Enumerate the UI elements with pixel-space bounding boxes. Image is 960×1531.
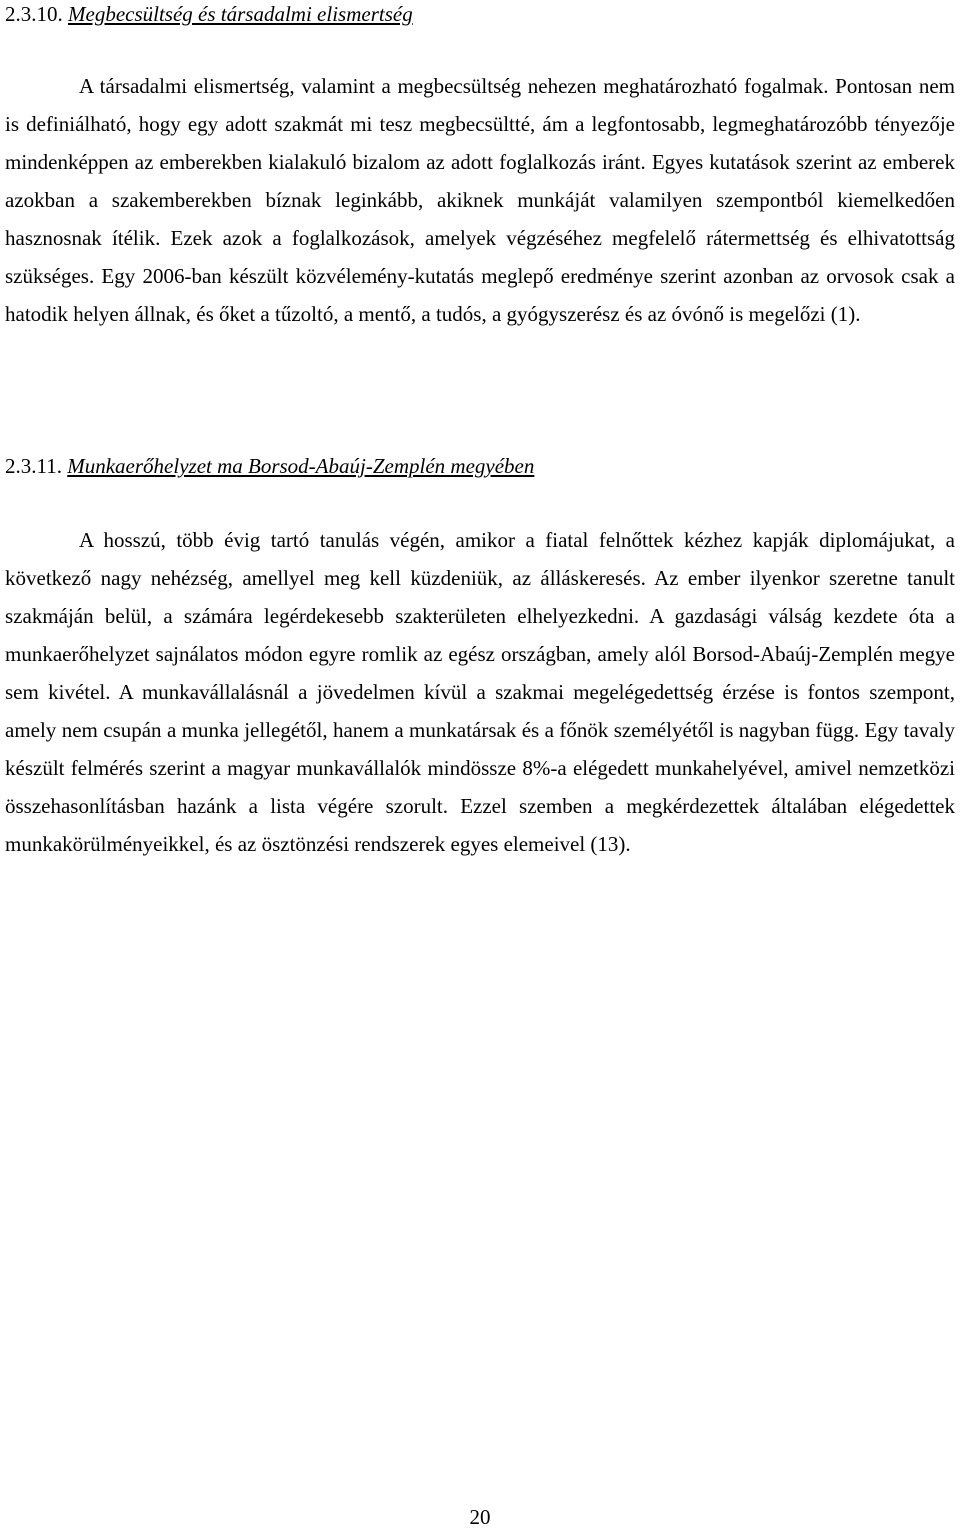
section-title: Munkaerőhelyzet ma Borsod-Abaúj-Zemplén megyében: [67, 454, 535, 478]
section-title: Megbecsültség és társadalmi elismertség: [68, 2, 413, 26]
section-paragraph: A társadalmi elismertség, valamint a megbecsültség nehezen meghatározható fogalmak. Pontosan nem is definiálható, hogy egy adott szakmát mi tesz megbecsültté, ám a legfontosabb, legmeghatározóbb tényezője mindenképpen az emberekben kialakuló bizalom az adott foglalkozás iránt. Egyes kutatások szerint az emberek azokban a szakemberekben bíznak leginkább, akiknek munkáját valamilyen szempontból kiemelkedően hasznosnak ítélik. Ezek azok a foglalkozások, amelyek végzéséhez megfelelő rátermettség és elhivatottság szükséges. Egy 2006-ban készült közvélemény-kutatás meglepő eredménye szerint azonban az orvosok csak a hatodik helyen állnak, és őket a tűzoltó, a mentő, a tudós, a gyógyszerész és az óvónő is megelőzi (1).: [5, 74, 955, 326]
page-number: 20: [469, 1505, 491, 1529]
section-number: 2.3.10.: [5, 2, 63, 26]
section-paragraph: A hosszú, több évig tartó tanulás végén, amikor a fiatal felnőttek kézhez kapják diplomájukat, a következő nagy nehézség, amellyel meg kell küzdeniük, az álláskeresés. Az ember ilyenkor szeretne tanult szakmáján belül, a számára legérdekesebb szakterületen elhelyezkedni. A gazdasági válság kezdete óta a munkaerőhelyzet sajnálatos módon egyre romlik az egész országban, amely alól Borsod-Abaúj-Zemplén megye sem kivétel. A munkavállalásnál a jövedelmen kívül a szakmai megelégedettség érzése is fontos szempont, amely nem csupán a munka jellegétől, hanem a munkatársak és a főnök személyétől is nagyban függ. Egy tavaly készült felmérés szerint a magyar munkavállalók mindössze 8%-a elégedett munkahelyével, amivel nemzetközi összehasonlításban hazánk a lista végére szorult. Ezzel szemben a megkérdezettek általában elégedettek munkakörülményeikkel, és az ösztönzési rendszerek egyes elemeivel (13).: [5, 528, 955, 856]
section-number: 2.3.11.: [5, 454, 62, 478]
section-heading-2-3-11: [5, 452, 534, 480]
section-heading-2-3-10: [5, 0, 413, 28]
